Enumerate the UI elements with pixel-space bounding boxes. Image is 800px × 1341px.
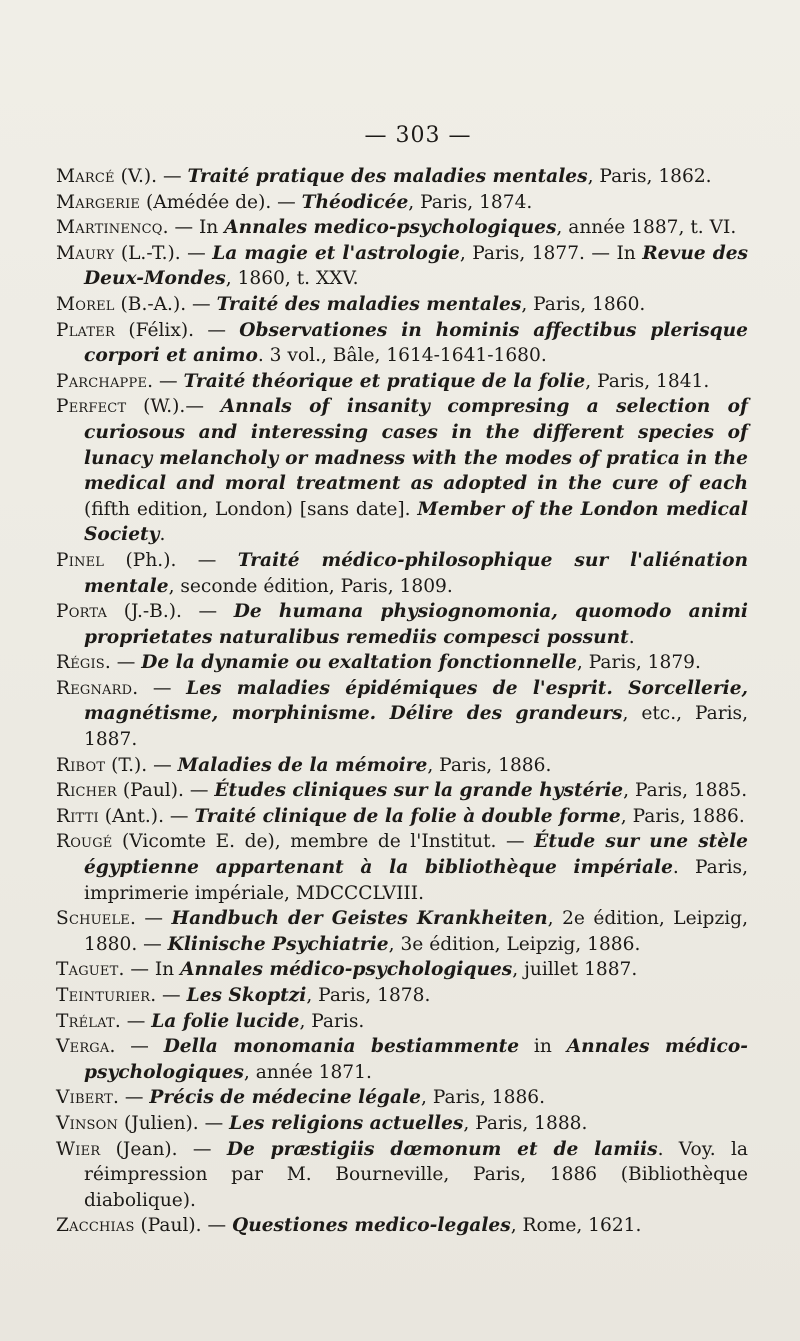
- entry-text: (V.). —: [114, 166, 188, 187]
- entry-title: Handbuch der Geistes Krankheiten: [171, 908, 548, 930]
- entry-text: (L.-T.). —: [114, 242, 213, 264]
- entry-author: Maury: [56, 242, 115, 264]
- entry-title: La folie lucide: [151, 1010, 300, 1032]
- entry-text: , Paris, 1879.: [576, 652, 701, 674]
- page-number: — 303 —: [364, 123, 472, 148]
- entry-title: De la dynamie ou exaltation fonctionnelle: [141, 652, 577, 674]
- entry-text: . —: [114, 1010, 152, 1032]
- entry-title: Traité des maladies mentales: [216, 293, 522, 315]
- entry-text: (J.-B.). —: [107, 601, 234, 623]
- entry-author: Plater: [56, 319, 115, 341]
- bibliography-entry: [56, 753, 748, 779]
- entry-author: Verga: [56, 1036, 110, 1058]
- entry-text: , juillet 1887.: [512, 959, 638, 981]
- entry-title: Les religions actuelles: [229, 1112, 464, 1134]
- entry-author: Pinel: [56, 549, 105, 571]
- entry-title: De humana physiognomonia, quomodo animi proprietates naturalibus remediis compesci possunt: [84, 601, 748, 648]
- entry-author: Schuele: [56, 908, 130, 930]
- bibliography-entry: [56, 650, 748, 676]
- entry-title: Les Skoptzi: [186, 985, 307, 1006]
- entry-text: , Paris, 1885.: [623, 780, 748, 802]
- entry-text: .: [159, 524, 166, 546]
- entry-author: Ritti: [56, 805, 99, 827]
- entry-author: Zacchias: [56, 1215, 135, 1237]
- bibliography-entry: [56, 190, 748, 216]
- entry-title: Annals of insanity compresing a selection of curiosous and interessing cases in the different species of lunacy melancholy or madness with the modes of pratica in the medical and moral treatment as adopted in the cure of each: [84, 396, 749, 495]
- entry-text: , Paris, 1886.: [421, 1087, 546, 1109]
- entry-text: , Paris, 1841.: [585, 370, 710, 392]
- entry-text: .: [628, 626, 635, 648]
- entry-text: . Voy. la réimpression par M. Bourneville, Paris, 1886 (Bibliothèque diabolique).: [84, 1138, 749, 1211]
- entry-author: Porta: [56, 601, 108, 623]
- entry-title: Member of the London medical Society: [84, 498, 748, 546]
- entry-author: Rougé: [56, 831, 113, 853]
- entry-text: , Paris, 1874.: [408, 191, 533, 213]
- entry-title: Revue des Deux-Mondes: [84, 242, 748, 290]
- entry-text: (Paul). —: [134, 1215, 233, 1237]
- entry-author: Morel: [56, 293, 115, 315]
- bibliography-entry: [56, 957, 748, 983]
- entry-text: . 3 vol., Bâle, 1614-1641-1680.: [257, 345, 547, 367]
- entry-title: La magie et l'astrologie: [212, 242, 460, 264]
- entry-text: (Paul). —: [116, 780, 215, 802]
- entry-title: Précis de médecine légale: [149, 1087, 421, 1109]
- entry-author: Ribot: [56, 754, 106, 776]
- entry-text: , Paris, 1888.: [463, 1112, 588, 1134]
- entry-title: Observationes in hominis affectibus plerisque corpori et animo: [84, 319, 748, 367]
- entry-author: Perfect: [56, 396, 127, 418]
- entry-author: Vinson: [56, 1112, 119, 1134]
- entry-title: Traité médico-philosophique sur l'aliénation mentale: [84, 549, 748, 597]
- bibliography-entry: [56, 599, 748, 650]
- entry-text: . Paris, imprimerie impériale, MDCCCLVIII.: [84, 857, 749, 904]
- entry-author: Regnard: [56, 677, 133, 699]
- entry-title: Traité théorique et pratique de la folie: [183, 370, 586, 392]
- bibliography-entry: [56, 164, 748, 190]
- entry-author: Taguet: [56, 959, 119, 981]
- entry-text: , 2e édition, Leipzig, 1880. —: [84, 908, 748, 955]
- entry-text: . — In: [162, 217, 225, 239]
- entry-text: (Vicomte E. de), membre de l'Institut. —: [112, 831, 535, 853]
- bibliography-entry: [56, 548, 748, 599]
- entry-title: Annales medico-psychologiques: [224, 217, 557, 239]
- entry-text: . —: [132, 677, 187, 699]
- entry-title: Les maladies épidémiques de l'esprit. Sorcellerie, magnétisme, morphinisme. Délire des grandeurs: [84, 677, 749, 725]
- entry-text: (T.). —: [105, 754, 178, 776]
- entry-text: (Julien). —: [118, 1112, 230, 1134]
- entry-text: , Rome, 1621.: [510, 1215, 642, 1237]
- entry-title: Théodicée: [301, 191, 409, 213]
- entry-text: (W.).—: [126, 396, 221, 418]
- entry-author: Richer: [56, 780, 117, 802]
- bibliography-entry: [56, 1009, 748, 1035]
- bibliography-list: [56, 164, 748, 1239]
- entry-title: Annales médico-psychologiques: [180, 959, 513, 981]
- bibliography-entry: [56, 394, 748, 548]
- entry-author: Régis: [56, 652, 105, 674]
- bibliography-entry: [56, 241, 748, 292]
- entry-text: . —: [104, 652, 142, 674]
- entry-text: (Ant.). —: [98, 805, 195, 827]
- entry-author: Trélat: [56, 1010, 115, 1032]
- entry-text: (B.-A.). —: [114, 293, 217, 315]
- bibliography-entry: [56, 1213, 748, 1239]
- bibliography-entry: [56, 804, 748, 830]
- entry-text: , année 1887, t. VI.: [556, 217, 737, 239]
- bibliography-entry: [56, 1085, 748, 1111]
- entry-text: , 3e édition, Leipzig, 1886.: [388, 933, 641, 955]
- bibliography-entry: [56, 318, 748, 369]
- entry-author: Teinturier: [56, 985, 151, 1006]
- bibliography-entry: [56, 778, 748, 804]
- entry-title: Étude sur une stèle égyptienne appartenant à la bibliothèque impériale: [84, 831, 748, 879]
- bibliography-entry: [56, 983, 748, 1009]
- entry-text: . —: [109, 1036, 164, 1058]
- bibliography-entry: [56, 292, 748, 318]
- entry-text: (Félix). —: [114, 319, 240, 341]
- entry-author: Wier: [56, 1138, 101, 1160]
- bibliography-entry: [56, 215, 748, 241]
- bibliography-entry: [56, 676, 748, 753]
- entry-title: Annales médico-psychologiques: [84, 1036, 748, 1083]
- bibliography-entry: [56, 1034, 748, 1085]
- entry-text: . —: [130, 908, 172, 930]
- entry-text: , Paris, 1862.: [587, 166, 712, 187]
- entry-text: . —: [150, 985, 187, 1006]
- entry-text: , seconde édition, Paris, 1809.: [168, 575, 453, 597]
- bibliography-entry: [56, 1137, 748, 1214]
- entry-title: Traité clinique de la folie à double forme: [194, 805, 621, 827]
- entry-title: De præstigiis dœmonum et de lamiis: [226, 1138, 658, 1160]
- entry-text: (Amédée de). —: [140, 191, 302, 213]
- entry-author: Vibert: [56, 1087, 114, 1109]
- entry-title: Klinische Psychiatrie: [167, 933, 389, 955]
- bibliography-entry: [56, 829, 748, 906]
- entry-title: Della monomania bestiammente: [163, 1036, 520, 1058]
- entry-text: . —: [147, 370, 184, 392]
- entry-text: , Paris, 1886.: [620, 805, 745, 827]
- entry-title: Questiones medico-legales: [232, 1215, 511, 1237]
- entry-text: , Paris.: [299, 1010, 365, 1032]
- bibliography-entry: [56, 369, 748, 395]
- entry-text: in: [519, 1036, 567, 1058]
- entry-text: . — In: [118, 959, 181, 981]
- entry-text: , Paris, 1886.: [427, 754, 552, 776]
- bibliography-entry: [56, 1111, 748, 1137]
- entry-text: , Paris, 1860.: [521, 293, 646, 315]
- entry-text: , Paris, 1877. — In: [459, 242, 643, 264]
- entry-title: Maladies de la mémoire: [177, 754, 428, 776]
- entry-text: , Paris, 1878.: [306, 985, 431, 1006]
- entry-text: , 1860, t. XXV.: [225, 268, 359, 290]
- entry-title: Traité pratique des maladies mentales: [187, 166, 588, 187]
- entry-author: Parchappe: [56, 370, 148, 392]
- entry-text: (Jean). —: [100, 1138, 227, 1160]
- entry-text: . —: [113, 1087, 150, 1109]
- entry-text: (Ph.). —: [104, 549, 238, 571]
- entry-title: Études cliniques sur la grande hystérie: [214, 780, 624, 802]
- bibliography-entry: [56, 906, 748, 957]
- entry-author: Martinencq: [56, 217, 163, 239]
- entry-author: Marcé: [56, 166, 115, 187]
- entry-text: (fifth edition, London) [sans date].: [84, 498, 418, 520]
- entry-author: Margerie: [56, 191, 141, 213]
- entry-text: , année 1871.: [243, 1061, 372, 1083]
- entry-text: , etc., Paris, 1887.: [84, 703, 748, 751]
